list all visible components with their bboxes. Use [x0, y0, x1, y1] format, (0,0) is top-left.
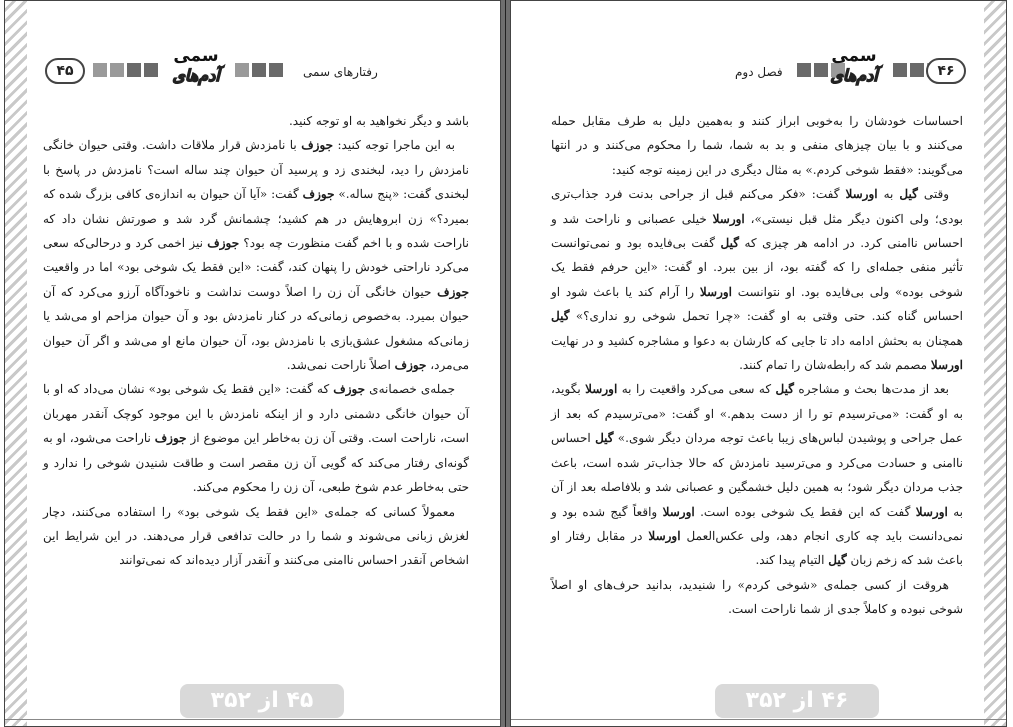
paragraph: معمولاً کسانی که جمله‌ی «این فقط یک شوخی بود» را استفاده می‌کنند، دچار لغزش زبانی می‌شوند و شما را در حالت تدافعی قرار می‌دهند. در این شرایط این اشخاص آنقدر احساس ناامنی می‌کنند و آنقدر آزار دیده‌اند که نمی‌توانند	[43, 504, 469, 568]
page-footer: ۴۶ از ۳۵۲	[715, 684, 879, 718]
right-page	[510, 0, 1007, 727]
left-page	[4, 0, 501, 727]
paragraph: جمله‌ی خصمانه‌ی جوزف که گفت: «این فقط یک شوخی بود» نشان می‌داد که او با آن حیوان خانگی دشمنی دارد و از اینکه نامزدش با این موجود کوچک آنقدر مهربان است، ناراحت است. وقتی آن زن به‌خاطر این موضوع از جوزف ناراحت می‌شود، او به گونه‌ای رفتار می‌کند که گویی آن زن مقصر است و طاقت شنیدن شوخی را ندارد و حتی به‌خاطر عدم شوخ طبعی، آن زن را محکوم می‌کند.	[43, 382, 469, 495]
paragraph: احساسات خودشان را به‌خوبی ابراز کنند و به‌همین دلیل به طرف مقابل حمله می‌کنند و با بیان چیزهای منفی و بد به شما، شما را محکوم می‌کنند و در انتها می‌گویند: «فقط شوخی کردم.» به مثال دیگری در این زمینه توجه کنید:	[551, 114, 963, 177]
decorative-squares	[93, 63, 158, 77]
paragraph: به این ماجرا توجه کنید: جوزف با نامزدش قرار ملاقات داشت. وقتی حیوان خانگی نامزدش را دید، لبخندی زد و پرسید آن حیوان چند ساله است؟ نامزدش در پاسخ با لبخندی گفت: «پنج ساله.» جوزف گفت: «آیا آن حیوان به اندازه‌ی کافی بزرگ شده که بمیرد؟» زن ابروهایش در هم کشید؛ چشمانش گرد شد و صورتش نشان داد که ناراحت شده و با اخم گفت منظورت چه بود؟ جوزف نیز اخمی کرد و درحالی‌که سعی می‌کرد ناراحتی خودش را پنهان کند، گفت: «این فقط یک شوخی بود» اما در واقعیت جوزف حیوان خانگی آن زن را اصلاً دوست نداشت و ناخودآگاه آرزو می‌کرد که آن حیوان بمیرد. به‌خصوص زمانی‌که در کنار نامزدش بود و آن حیوان مزاحم او می‌شد یا زمانی‌که مشغول عشق‌بازی با نامزدش بود، آن حیوان مانع او می‌شد و اگر آن حیوان می‌مرد، جوزف اصلاً ناراحت نمی‌شد.	[43, 138, 469, 373]
header-title: رفتارهای سمی	[303, 65, 378, 79]
body-text	[551, 109, 963, 622]
page-number-badge: ۴۵	[45, 58, 85, 84]
divider	[511, 719, 1006, 720]
paragraph: وقتی گیل به اورسلا گفت: «فکر می‌کنم قبل از جراحی بدنت فرد جذاب‌تری بودی؛ ولی اکنون دیگر مثل قبل نیستی»، اورسلا خیلی عصبانی و ناراحت شد و احساس ناامنی کرد. در ادامه هر چیزی که گیل گفت بی‌فایده بود و نمی‌توانست تأثیر منفی جمله‌ای را که گفته بود، از بین ببرد. او گفت: «این حرفم فقط یک شوخی بوده» ولی بی‌فایده بود. او نتوانست اورسلا را آرام کند یا باعث شود او احساس گناه کند. حتی وقتی به او گفت: «چرا تحمل شوخی رو نداری؟» گیل همچنان به بحثش ادامه داد تا جایی که کارشان به دعوا و مشاجره کشید و در نهایت اورسلا مصمم شد که رابطه‌شان را تمام کنند.	[551, 187, 964, 373]
paragraph: هروقت از کسی جمله‌ی «شوخی کردم» را شنیدید، بدانید حرف‌های او اصلاً شوخی نبوده و کاملاً جدی از شما ناراحت است.	[551, 577, 963, 617]
book-logo: سمی آدم‌های	[172, 46, 220, 85]
page-footer: ۴۵ از ۳۵۲	[180, 684, 344, 718]
paragraph: باشد و دیگر نخواهید به او توجه کنید.	[288, 114, 469, 128]
page-number-badge: ۴۶	[926, 58, 966, 84]
page-header	[521, 46, 966, 89]
header-title: فصل دوم	[735, 65, 783, 79]
page-header	[45, 46, 490, 89]
body-text	[43, 109, 469, 573]
decorative-stripes	[5, 1, 27, 726]
divider	[5, 719, 500, 720]
decorative-squares	[235, 63, 283, 77]
decorative-stripes	[984, 1, 1006, 726]
book-logo: سمی آدم‌های	[830, 46, 878, 85]
divider	[505, 0, 506, 727]
paragraph: بعد از مدت‌ها بحث و مشاجره گیل که سعی می‌کرد واقعیت را به اورسلا بگوید، به او گفت: «می‌ترسیدم تو را از دست بدهم.» او گفت: «می‌ترسیدم که بعد از عمل جراحی و پوشیدن لباس‌های زیبا باعث توجه مردان دیگر شوی.» گیل احساس ناامنی و حسادت می‌کرد و می‌ترسید نامزدش که حالا جذاب‌تر شده است، باعث جذب مردان دیگر شود؛ به همین دلیل خشمگین و عصبانی شد و بلافاصله بعد از آن به اورسلا گفت که این فقط یک شوخی بوده است. اورسلا واقعاً گیج شده بود و نمی‌دانست باید چه کاری انجام دهد، ولی عکس‌العمل اورسلا در مقابل رفتار او باعث شد که زخم زبان گیل التیام پیدا کند.	[551, 382, 963, 568]
